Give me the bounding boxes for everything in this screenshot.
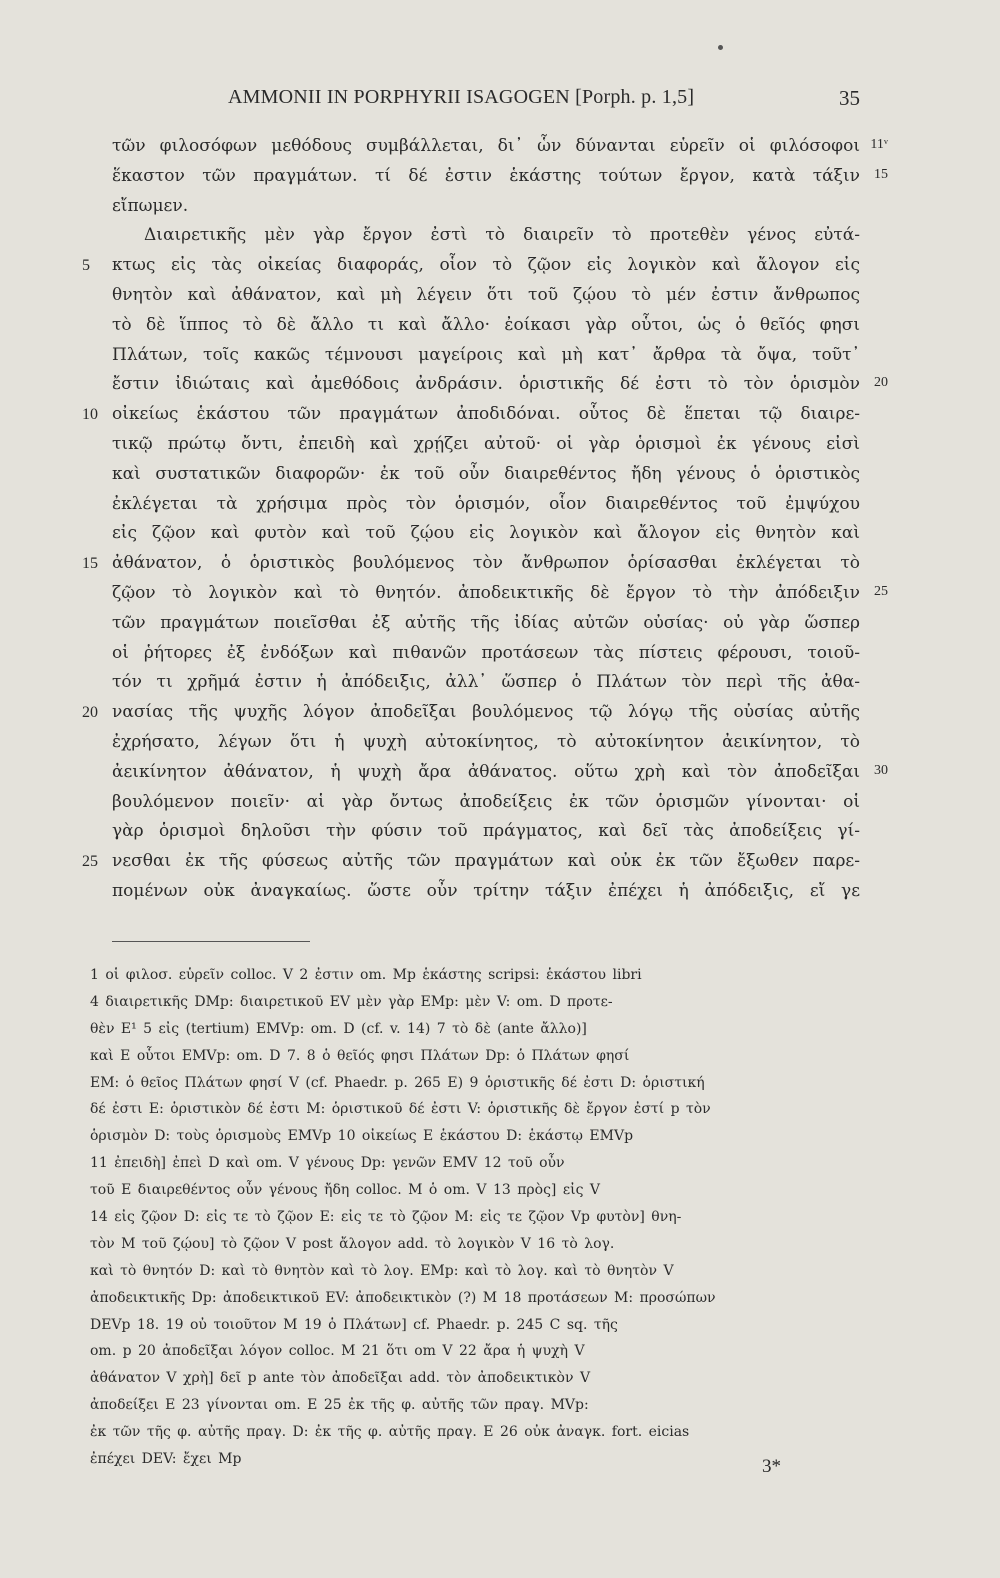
text-line [112,519,860,549]
text-line [112,609,860,639]
text-line [112,460,860,490]
apparatus-line: om. p 20 ἀποδεῖξαι λόγον colloc. M 21 ὅτι om V 22 ἄρα ἡ ψυχὴ V [90,1343,585,1360]
margin-reference: 30 [874,762,888,778]
apparatus-line: τὸν M τοῦ ζῴου] τὸ ζῷον V post ἄλογον add. τὸ λογικὸν V 16 τὸ λογ. [90,1235,615,1252]
line-text: ἕκαστον τῶν πραγμάτων. τί δέ ἐστιν ἑκάστης τούτων ἔργον, κατὰ τάξιν [112,165,860,186]
text-line [112,341,860,371]
line-text: νασίας τῆς ψυχῆς λόγον ἀποδεῖξαι βουλόμενος τῷ λόγῳ τῆς οὐσίας αὐτῆς [112,702,860,723]
line-text: Πλάτων, τοῖς κακῶς τέμνουσι μαγείροις καὶ μὴ κατ᾽ ἄρθρα τὰ ὄψα, τοῦτ᾽ [112,344,860,365]
ink-dot [718,45,723,50]
line-text: νεσθαι ἐκ τῆς φύσεως αὐτῆς τῶν πραγμάτων καὶ οὐκ ἐκ τῶν ἔξωθεν παρε- [112,851,860,872]
line-text: εἴπωμεν. [112,195,189,216]
text-line [112,490,860,520]
apparatus-line: 1 οἱ φιλοσ. εὑρεῖν colloc. V 2 ἐστιν om. Mp ἑκάστης scripsi: ἑκάστου libri [90,967,642,983]
apparatus-line: ἐπέχει DEV: ἔχει Mp [90,1451,242,1468]
line-number: 20 [82,704,98,722]
line-text: θνητὸν καὶ ἀθάνατον, καὶ μὴ λέγειν ὅτι τοῦ ζῴου τὸ μέν ἐστιν ἄνθρωπος [112,284,860,305]
margin-reference: 25 [874,583,888,599]
text-line [112,370,888,400]
line-text: οἱ ῥήτορες ἐξ ἐνδόξων καὶ πιθανῶν προτάσεων τὰς πίστεις φέρουσι, τοιοῦ- [112,642,860,663]
line-text: εἰς ζῷον καὶ φυτὸν καὶ τοῦ ζῴου εἰς λογικὸν καὶ ἄλογον εἰς θνητὸν καὶ [112,523,860,544]
line-text: ἀθάνατον, ὁ ὁριστικὸς βουλόμενος τὸν ἄνθρωπον ὁρίσασθαι ἐκλέγεται τὸ [112,553,860,574]
text-line [82,549,860,579]
text-line [82,400,860,430]
apparatus-line: τοῦ E διαιρεθέντος οὖν γένους ἤδη colloc. M ὁ om. V 13 πρὸς] εἰς V [90,1182,600,1199]
page-number: 35 [839,86,860,110]
text-line [112,817,860,847]
line-number: 5 [82,257,90,275]
apparatus-line: ἀποδείξει E 23 γίνονται om. E 25 ἐκ τῆς φ. αὐτῆς τῶν πραγ. MVp: [90,1397,589,1414]
margin-reference: 15 [874,166,888,182]
apparatus-line: ἀθάνατον V χρὴ] δεῖ p ante τὸν ἀποδεῖξαι add. τὸν ἀποδεικτικὸν V [90,1370,591,1387]
line-text: τῶν πραγμάτων ποιεῖσθαι ἐξ αὐτῆς τῆς ἰδίας αὐτῶν οὐσίας· οὐ γὰρ ὥσπερ [112,612,860,633]
text-line [112,221,860,251]
line-number: 25 [82,853,98,871]
margin-reference: 11ᵛ [870,137,888,152]
apparatus-line: ἐκ τῶν τῆς φ. αὐτῆς πραγ. D: ἐκ τῆς φ. αὐτῆς πραγ. E 26 οὐκ ἀναγκ. fort. eicias [90,1424,690,1441]
running-header [228,86,860,116]
text-line [112,579,888,609]
text-line [82,251,860,281]
text-line [112,758,888,788]
text-line [112,639,860,669]
line-text: ἐχρήσατο, λέγων ὅτι ἡ ψυχὴ αὐτοκίνητος, τὸ αὐτοκίνητον ἀεικίνητον, τὸ [112,731,860,752]
line-text: ζῷον τὸ λογικὸν καὶ τὸ θνητόν. ἀποδεικτικῆς δὲ ἔργον τὸ τὴν ἀπόδειξιν [112,582,860,603]
line-text: βουλόμενον ποιεῖν· αἱ γὰρ ὄντως ἀποδείξεις ἐκ τῶν ὁρισμῶν γίνονται· οἱ [112,791,860,812]
text-line [112,668,860,698]
line-text: τικῷ πρώτῳ ὄντι, ἐπειδὴ καὶ χρῄζει αὐτοῦ· οἱ γὰρ ὁρισμοὶ ἐκ γένους εἰσὶ [112,433,860,454]
apparatus-line: 11 ἐπειδὴ] ἐπεὶ D καὶ om. V γένους Dp: γενῶν EMV 12 τοῦ οὖν [90,1155,565,1172]
line-text: ἐκλέγεται τὰ χρήσιμα πρὸς τὸν ὁρισμόν, οἷον διαιρεθέντος τοῦ ἐμψύχου [112,493,860,514]
text-line [112,162,888,192]
apparatus-line: θὲν E¹ 5 εἰς (tertium) EMVp: om. D (cf. v. 14) 7 τὸ δὲ (ante ἄλλο)] [90,1020,587,1037]
text-line [82,698,860,728]
text-line [112,132,888,162]
apparatus-line: καὶ E οὗτοι EMVp: om. D 7. 8 ὁ θεῖός φησι Πλάτων Dp: ὁ Πλάτων φησί [90,1047,630,1064]
line-text: γὰρ ὁρισμοὶ δηλοῦσι τὴν φύσιν τοῦ πράγματος, καὶ δεῖ τὰς ἀποδείξεις γί- [112,821,860,842]
text-line [112,192,860,222]
line-text: τῶν φιλοσόφων μεθόδους συμβάλλεται, δι᾽ ὧν δύνανται εὑρεῖν οἱ φιλόσοφοι [112,136,860,156]
line-text: κτως εἰς τὰς οἰκείας διαφοράς, οἷον τὸ ζῷον εἰς λογικὸν καὶ ἄλογον εἰς [112,255,860,276]
apparatus-line: 14 εἰς ζῷον D: εἰς τε τὸ ζῷον E: εἰς τε τὸ ζῷον M: εἰς τε ζῷον Vp φυτὸν] θνη- [90,1209,682,1226]
critical-apparatus [90,962,874,1473]
line-number: 15 [82,555,98,573]
apparatus-line: καὶ τὸ θνητόν D: καὶ τὸ θνητὸν καὶ τὸ λογ. EMp: καὶ τὸ λογ. καὶ τὸ θνητὸν V [90,1262,674,1279]
text-line [112,430,860,460]
line-text: οἰκείως ἑκάστου τῶν πραγμάτων ἀποδιδόναι. οὗτος δὲ ἕπεται τῷ διαιρε- [112,404,860,425]
apparatus-divider [112,941,310,942]
apparatus-line: ὁρισμὸν D: τοὺς ὁρισμοὺς EMVp 10 οἰκείως E ἑκάστου D: ἑκάστῳ EMVp [90,1128,634,1145]
text-line [112,728,860,758]
line-text: πομένων οὐκ ἀναγκαίως. ὥστε οὖν τρίτην τάξιν ἐπέχει ἡ ἀπόδειξις, εἴ γε [112,880,860,901]
apparatus-line: δέ ἐστι E: ὁριστικὸν δέ ἐστι M: ὁριστικοῦ δέ ἐστι V: ὁριστικῆς δὲ ἔργον ἐστί p τὸν [90,1101,711,1118]
line-text: καὶ συστατικῶν διαφορῶν· ἐκ τοῦ οὖν διαιρεθέντος ἤδη γένους ὁ ὁριστικὸς [112,463,860,484]
running-title: AMMONII IN PORPHYRII ISAGOGEN [Porph. p. 1,5] [228,86,695,108]
main-text [82,132,888,907]
apparatus-line: 4 διαιρετικῆς DMp: διαιρετικοῦ EV μὲν γὰρ EMp: μὲν V: om. D προτε- [90,993,613,1010]
line-text: ἀεικίνητον ἀθάνατον, ἡ ψυχὴ ἄρα ἀθάνατος. οὕτω χρὴ καὶ τὸν ἀποδεῖξαι [112,761,860,782]
apparatus-line: DEVp 18. 19 οὐ τοιοῦτον M 19 ὁ Πλάτων] cf. Phaedr. p. 245 C sq. τῆς [90,1316,618,1333]
text-line [112,281,860,311]
line-text: Διαιρετικῆς μὲν γὰρ ἔργον ἐστὶ τὸ διαιρεῖν τὸ προτεθὲν γένος εὐτά- [144,225,860,246]
signature-mark: 3* [762,1456,781,1477]
line-text: τόν τι χρῆμά ἐστιν ἡ ἀπόδειξις, ἀλλ᾽ ὥσπερ ὁ Πλάτων τὸν περὶ τῆς ἀθα- [112,672,860,693]
apparatus-line: ἀποδεικτικῆς Dp: ἀποδεικτικοῦ EV: ἀποδεικτικὸν (?) M 18 προτάσεων M: προσώπων [90,1289,716,1306]
text-line [112,311,860,341]
line-text: ἔστιν ἰδιώταις καὶ ἀμεθόδοις ἀνδράσιν. ὁριστικῆς δέ ἐστι τὸ τὸν ὁρισμὸν [112,374,860,395]
margin-reference: 20 [874,375,888,391]
text-line [82,847,860,877]
text-line [112,877,860,907]
line-text: τὸ δὲ ἵππος τὸ δὲ ἄλλο τι καὶ ἄλλο· ἐοίκασι γὰρ οὗτοι, ὡς ὁ θεῖός φησι [112,314,860,335]
line-number: 10 [82,406,98,424]
apparatus-line: EM: ὁ θεῖος Πλάτων φησί V (cf. Phaedr. p. 265 E) 9 ὁριστικῆς δέ ἐστι D: ὁριστική [90,1074,705,1091]
text-line [112,788,860,818]
